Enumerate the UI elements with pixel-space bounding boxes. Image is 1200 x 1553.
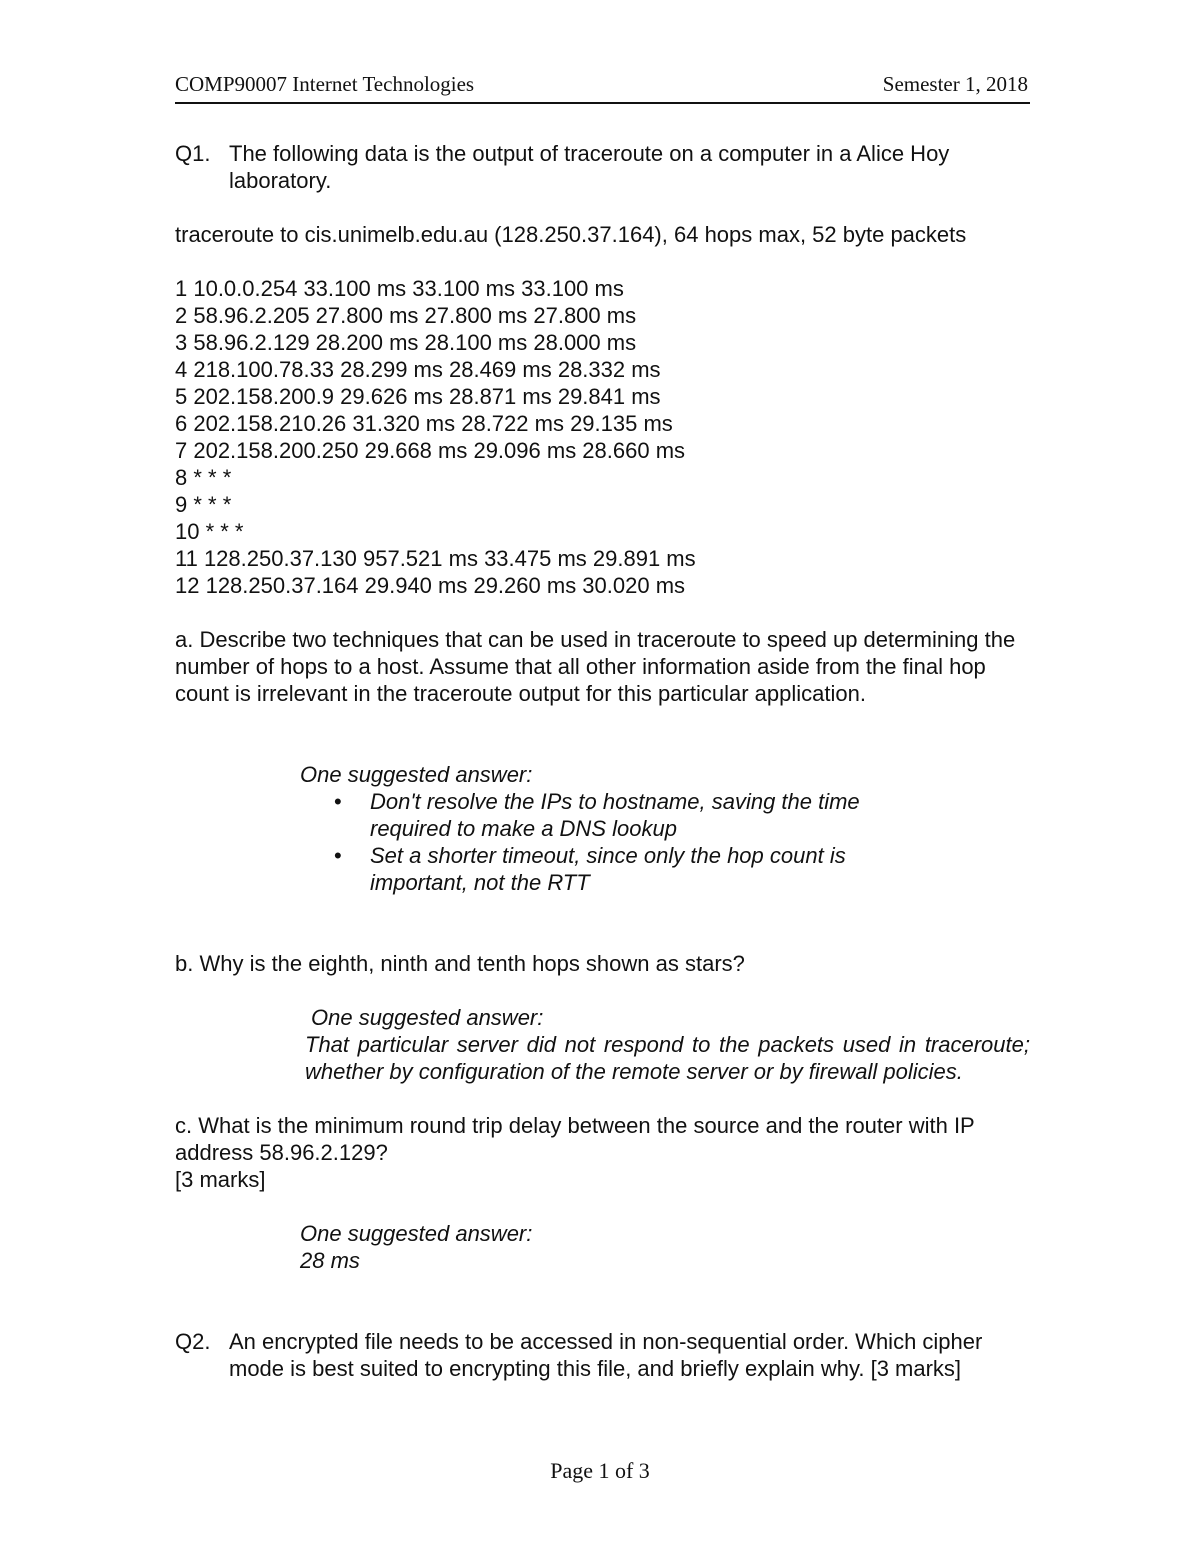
- page-header: [175, 70, 1030, 104]
- question-1-intro: The following data is the output of traceroute on a computer in a Alice Hoy laboratory.: [229, 141, 950, 193]
- hop-line: 9 * * *: [175, 492, 232, 517]
- hop-line: 7 202.158.200.250 29.668 ms 29.096 ms 28.660 ms: [175, 438, 686, 463]
- question-2-text: An encrypted file needs to be accessed in non-sequential order. Which cipher mode is best suited to encrypting this file, and briefly explain why. [3 marks]: [229, 1329, 983, 1381]
- answer-label: One suggested answer:: [300, 762, 533, 787]
- course-title: COMP90007 Internet Technologies: [175, 72, 475, 96]
- traceroute-output: [175, 275, 1030, 599]
- hop-line: 8 * * *: [175, 465, 232, 490]
- answer-label: One suggested answer:: [311, 1005, 544, 1030]
- part-c-question-text: c. What is the minimum round trip delay between the source and the router with IP address 58.96.2.129?: [175, 1113, 975, 1165]
- hop-line: 10 * * *: [175, 519, 244, 544]
- hop-line: 6 202.158.210.26 31.320 ms 28.722 ms 29.135 ms: [175, 411, 673, 436]
- hop-line: 11 128.250.37.130 957.521 ms 33.475 ms 29.891 ms: [175, 546, 696, 571]
- page-content: [175, 140, 1030, 1382]
- hop-line: 5 202.158.200.9 29.626 ms 28.871 ms 29.841 ms: [175, 384, 661, 409]
- answer-text: 28 ms: [300, 1248, 360, 1273]
- part-a-answer: [300, 761, 900, 896]
- part-c-answer: [300, 1220, 900, 1274]
- question-number: Q2.: [175, 1329, 211, 1354]
- question-2: [175, 1328, 1030, 1382]
- part-b-question: b. Why is the eighth, ninth and tenth hops shown as stars?: [175, 951, 745, 976]
- answer-point: • Set a shorter timeout, since only the hop count is important, not the RTT: [370, 842, 900, 896]
- answer-text: That particular server did not respond to the packets used in traceroute; whether by configuration of the remote server or by firewall policies.: [305, 1032, 1030, 1084]
- part-b-answer: [305, 1004, 1030, 1085]
- answer-list: [300, 788, 900, 896]
- answer-point: • Don't resolve the IPs to hostname, saving the time required to make a DNS lookup: [370, 788, 900, 842]
- hop-line: 3 58.96.2.129 28.200 ms 28.100 ms 28.000 ms: [175, 330, 637, 355]
- part-c-question: [175, 1112, 1030, 1193]
- hop-line: 2 58.96.2.205 27.800 ms 27.800 ms 27.800 ms: [175, 303, 637, 328]
- semester-label: Semester 1, 2018: [882, 72, 1028, 96]
- marks-label: [3 marks]: [175, 1167, 266, 1192]
- traceroute-command: traceroute to cis.unimelb.edu.au (128.250.37.164), 64 hops max, 52 byte packets: [175, 222, 967, 247]
- page-number: Page 1 of 3: [550, 1458, 650, 1483]
- hop-line: 12 128.250.37.164 29.940 ms 29.260 ms 30.020 ms: [175, 573, 686, 598]
- hop-line: 1 10.0.0.254 33.100 ms 33.100 ms 33.100 ms: [175, 276, 624, 301]
- part-a-question: a. Describe two techniques that can be used in traceroute to speed up determining the number of hops to a host. Assume that all other information aside from the final hop count is irrelevant in the traceroute output for this particular application.: [175, 627, 1016, 706]
- question-number: Q1.: [175, 141, 211, 166]
- answer-label: One suggested answer:: [300, 1221, 533, 1246]
- question-1-heading: [175, 140, 1030, 194]
- hop-line: 4 218.100.78.33 28.299 ms 28.469 ms 28.332 ms: [175, 357, 661, 382]
